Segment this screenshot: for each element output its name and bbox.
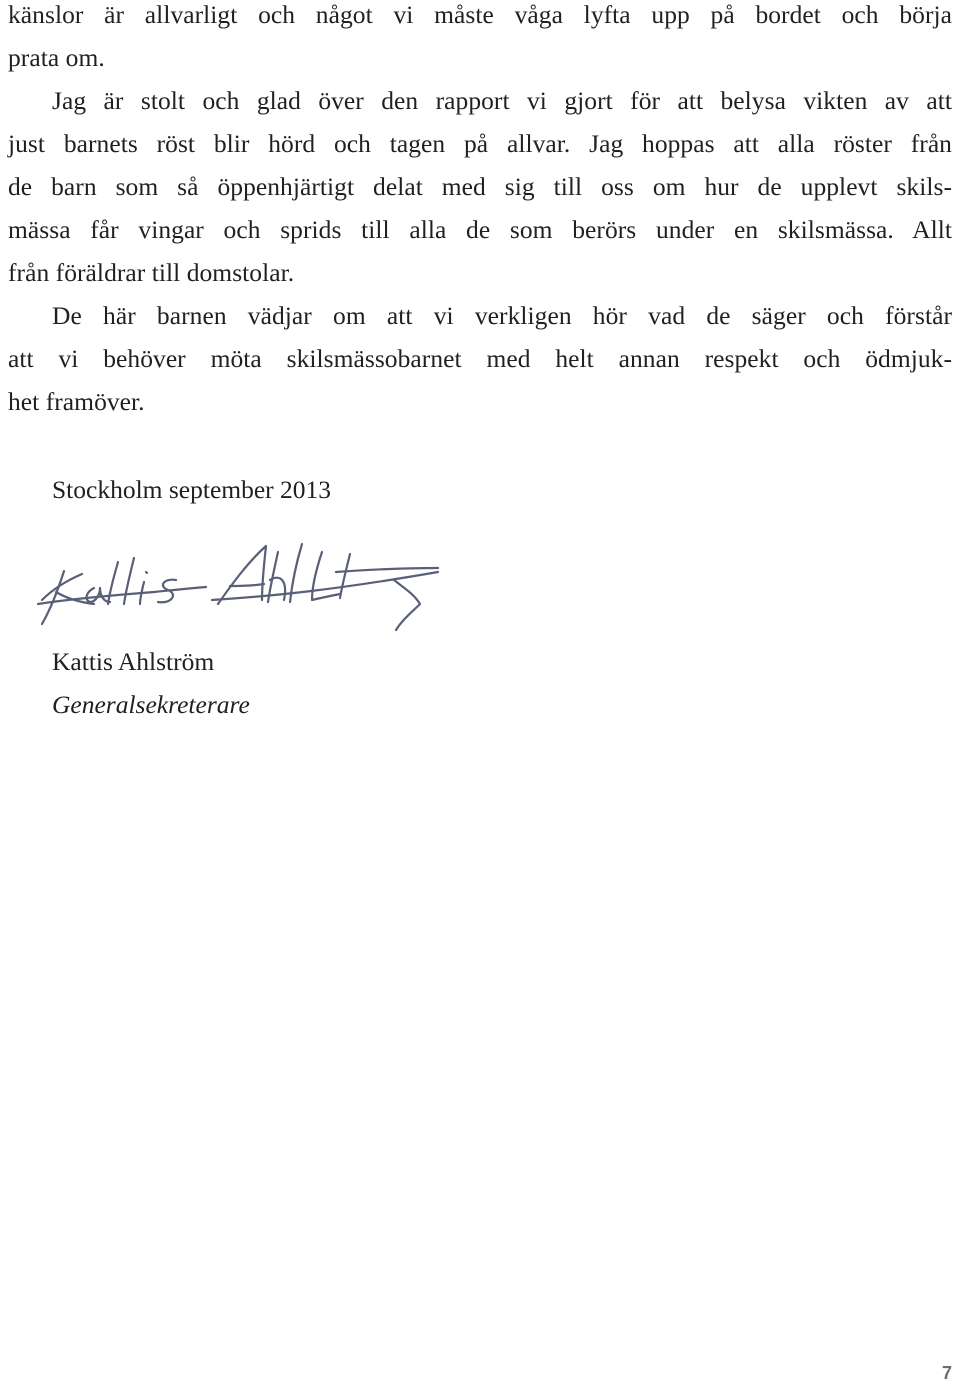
body-line-5: de barn som så öppenhjärtigt delat med sig till oss om hur de upplevt skils- bbox=[8, 172, 952, 201]
signer-name: Kattis Ahlström bbox=[52, 647, 215, 676]
signature-drawing bbox=[34, 538, 444, 638]
body-line-4: just barnets röst blir hörd och tagen på allvar. Jag hoppas att alla röster från bbox=[8, 129, 952, 158]
body-line-7: från föräldrar till domstolar. bbox=[8, 258, 295, 287]
body-line-6: mässa får vingar och sprids till alla de som berörs under en skilsmässa. Allt bbox=[8, 215, 952, 244]
signer-title: Generalsekreterare bbox=[52, 690, 250, 719]
handwritten-signature bbox=[34, 538, 444, 638]
page-number: 7 bbox=[941, 1363, 952, 1383]
body-line-9: att vi behöver möta skilsmässobarnet med helt annan respekt och ödmjuk- bbox=[8, 344, 952, 373]
body-line-2: prata om. bbox=[8, 43, 105, 72]
place-and-date: Stockholm september 2013 bbox=[52, 475, 332, 504]
body-line-1: känslor är allvarligt och något vi måste våga lyfta upp på bordet och börja bbox=[8, 0, 952, 29]
body-line-10: het framöver. bbox=[8, 387, 145, 416]
body-line-8: De här barnen vädjar om att vi verkligen hör vad de säger och förstår bbox=[52, 301, 952, 330]
body-line-3: Jag är stolt och glad över den rapport vi gjort för att belysa vikten av att bbox=[52, 86, 952, 115]
